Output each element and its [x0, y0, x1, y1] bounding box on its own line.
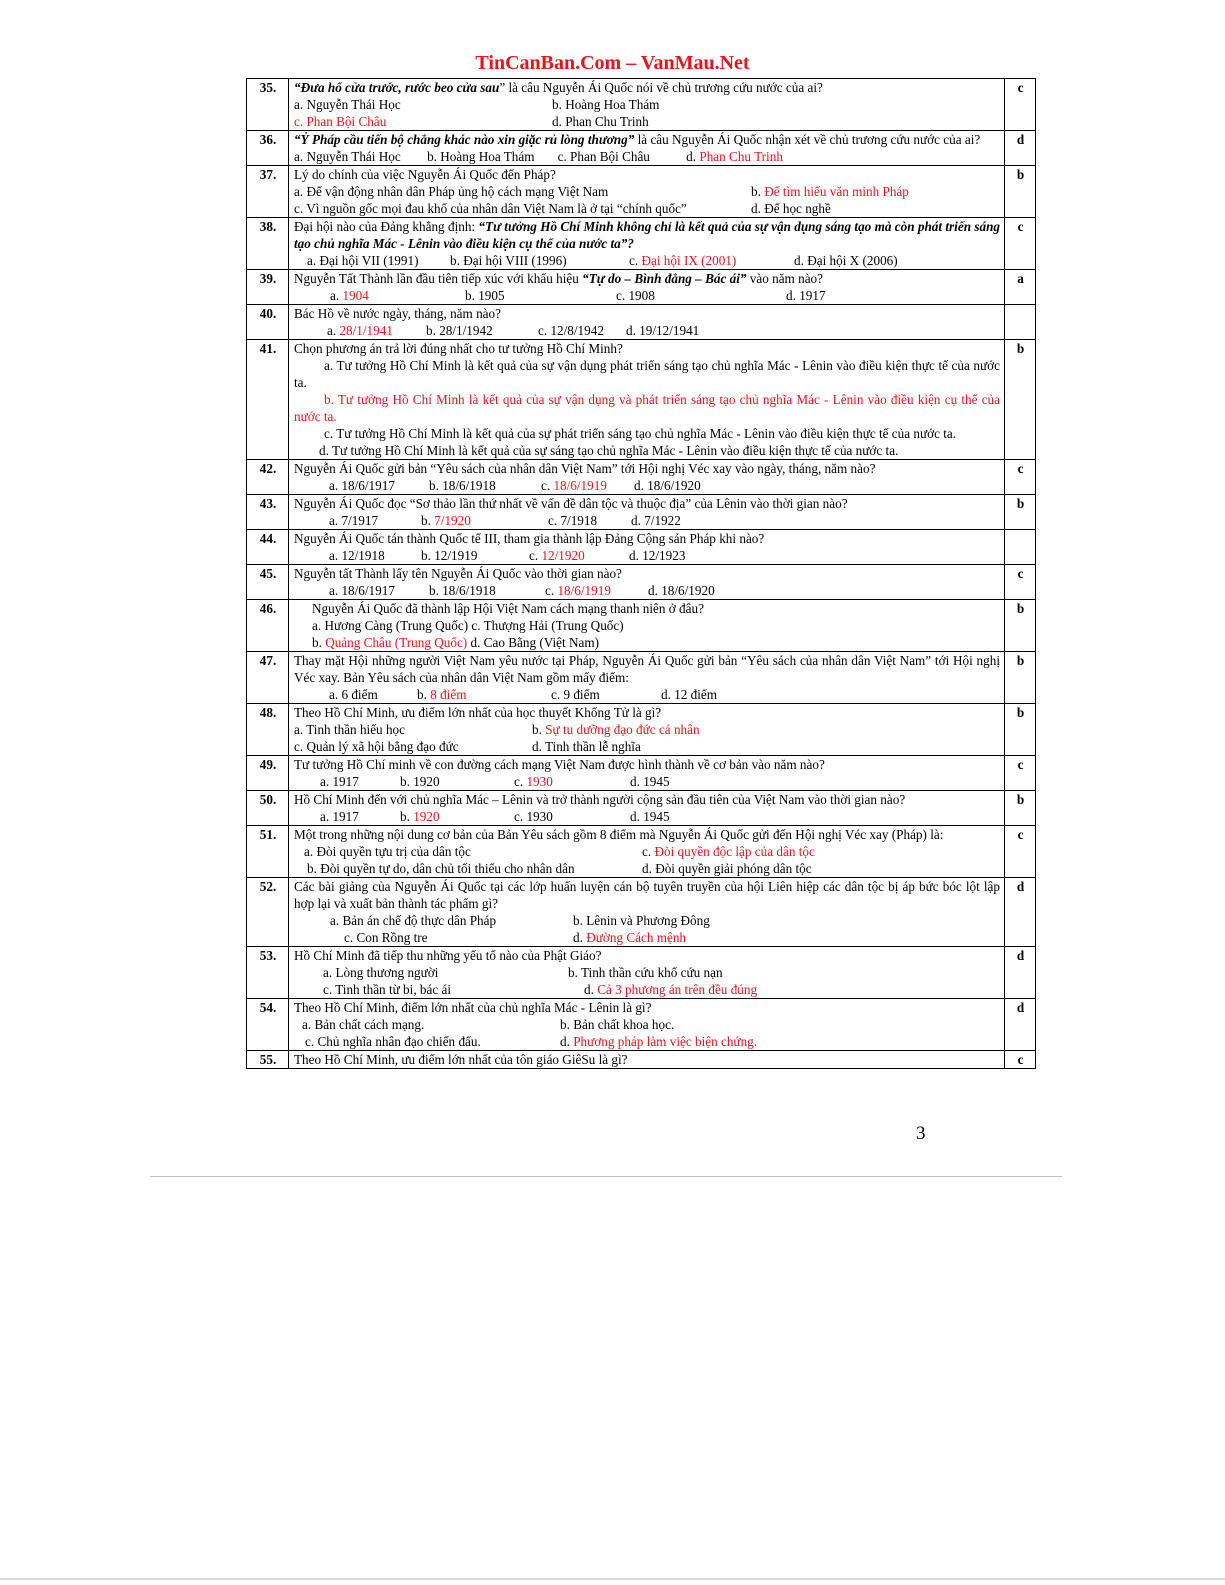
table-row	[247, 652, 1036, 704]
option-a: a. 7/1917	[329, 513, 379, 528]
option-a: 28/1/1941	[339, 323, 393, 338]
option-c: 18/6/1919	[557, 583, 611, 598]
option-a: a. Hương Càng (Trung Quốc)	[312, 618, 469, 633]
question-text: Nguyễn Ái Quốc đọc “Sơ thảo lần thứ nhất về vấn đề dân tộc và thuộc địa” của Lênin vào thời gian nào?	[294, 496, 848, 511]
option-a: a. Nguyễn Thái Học	[294, 149, 401, 164]
table-row	[247, 305, 1036, 340]
bottom-divider	[0, 1578, 1225, 1580]
option-b: b. 18/6/1918	[429, 478, 496, 493]
option-a: a. 1917	[320, 809, 359, 824]
question-text: “Ỷ Pháp cầu tiến bộ chẳng khác nào xin giặc rủ lòng thương” là câu Nguyễn Ái Quốc nhận xét về chủ trương cứu nước của ai?	[294, 132, 981, 147]
options: a. 1917 b. 1920 c. 1930 d. 1945	[294, 773, 1000, 790]
question-text: Các bài giảng của Nguyễn Ái Quốc tại các lớp huấn luyện cán bộ tuyên truyền của hội Liên hiệp các dân tộc bị áp bức bóc lột lập hợp lại và xuất bản thành tác phẩm gì?	[294, 879, 1000, 911]
option-b: b. 28/1/1942	[426, 323, 493, 338]
question-text: Đại hội nào của Đảng khẳng định: “Tư tưởng Hồ Chí Minh không chỉ là kết quả của sự vận dụng sáng tạo mà còn phát triển sáng tạo chủ nghĩa Mác - Lênin vào điều kiện cụ thể của nước ta”?	[294, 219, 1001, 251]
question-number: 51.	[247, 826, 289, 878]
answer-key	[1005, 305, 1036, 340]
table-row	[247, 878, 1036, 947]
option-d: d. 1945	[630, 809, 670, 824]
question-number: 42.	[247, 460, 289, 495]
question-text: Nguyễn Tất Thành lần đầu tiên tiếp xúc với khẩu hiệu “Tự do – Bình đẳng – Bác ái” vào năm nào?	[294, 271, 823, 286]
question-number: 46.	[247, 600, 289, 652]
option-c: c. 1930	[514, 809, 553, 824]
question-number: 47.	[247, 652, 289, 704]
option-d: d. Để học nghề	[751, 201, 831, 216]
question-text: Theo Hồ Chí Minh, ưu điểm lớn nhất của học thuyết Khổng Tử là gì?	[294, 705, 662, 720]
option-c: c. Phan Bội Châu	[557, 149, 650, 164]
options: a. 18/6/1917 b. 18/6/1918 c. 18/6/1919 d. 18/6/1920	[294, 582, 1000, 599]
question-text: Theo Hồ Chí Minh, điểm lớn nhất của chủ nghĩa Mác - Lênin là gì?	[294, 1000, 652, 1015]
option-c: c. 9 điểm	[551, 687, 600, 702]
option-a: a. Đại hội VII (1991)	[307, 253, 419, 268]
options	[294, 860, 1000, 877]
answer-key: c	[1005, 756, 1036, 791]
answer-key: b	[1005, 791, 1036, 826]
option-d: Phương pháp làm việc biện chứng.	[573, 1034, 758, 1049]
option-d: d. 1917	[786, 288, 826, 303]
table-row	[247, 826, 1036, 878]
option-a: a. Bản án chế độ thực dân Pháp	[330, 913, 497, 928]
question-text: Nguyễn Ái Quốc tán thành Quốc tế III, tham gia thành lập Đảng Cộng sản Pháp khi nào?	[294, 531, 765, 546]
question-text: Một trong những nội dung cơ bản của Bản Yêu sách gồm 8 điểm mà Nguyễn Ái Quốc gửi đến Hội nghị Véc xay (Pháp) là:	[294, 827, 944, 842]
option-d: d. 19/12/1941	[626, 323, 700, 338]
option-a: a. Lòng thương người	[323, 965, 439, 980]
question-number: 54.	[247, 999, 289, 1051]
site-header: TinCanBan.Com – VanMau.Net	[475, 52, 750, 74]
answer-key: d	[1005, 878, 1036, 947]
question-number: 45.	[247, 565, 289, 600]
option-d: d. 7/1922	[631, 513, 681, 528]
options	[294, 1016, 1000, 1033]
option-a: 1904	[342, 288, 369, 303]
question-text: Chọn phương án trả lời đúng nhất cho tư tưởng Hồ Chí Minh?	[294, 341, 623, 356]
table-row	[247, 340, 1036, 460]
question-text: Nguyễn Ái Quốc đã thành lập Hội Việt Nam cách mạng thanh niên ở đâu?	[312, 601, 704, 616]
options: a. Hương Càng (Trung Quốc) c. Thượng Hải (Trung Quốc) b. Quảng Châu (Trung Quốc) d. Cao Bằng (Việt Nam)	[312, 618, 624, 650]
option-a: a. 18/6/1917	[329, 478, 395, 493]
question-number: 43.	[247, 495, 289, 530]
question-text: Thay mặt Hội những người Việt Nam yêu nước tại Pháp, Nguyễn Ái Quốc gửi bản “Yêu sách của nhân dân Việt Nam” tới Hội nghị Véc xay. Bản Yêu sách của nhân dân Việt Nam gồm mấy điểm:	[294, 653, 1000, 685]
answer-key: b	[1005, 704, 1036, 756]
option-c: c. Tư tưởng Hồ Chí Minh là kết quả của sự phát triển sáng tạo chủ nghĩa Mác - Lênin vào điều kiện thực tế của nước ta.	[324, 426, 957, 441]
option-a: a. Bản chất cách mạng.	[302, 1017, 425, 1032]
options: a. 1917 b. 1920 c. 1930 d. 1945	[294, 808, 1000, 825]
question-text: Lý do chính của việc Nguyễn Ái Quốc đến Pháp?	[294, 167, 556, 182]
answer-key: b	[1005, 600, 1036, 652]
option-c: 1930	[526, 774, 553, 789]
question-number: 49.	[247, 756, 289, 791]
page-divider	[150, 1176, 1062, 1177]
option-c: c. 7/1918	[548, 513, 598, 528]
option-c: c. 1908	[616, 288, 655, 303]
table-row	[247, 756, 1036, 791]
option-a: a. 18/6/1917	[329, 583, 395, 598]
option-a: a. Để vận động nhân dân Pháp ủng hộ cách mạng Việt Nam	[294, 184, 609, 199]
option-c: 12/1920	[541, 548, 585, 563]
question-text: Theo Hồ Chí Minh, ưu điểm lớn nhất của tôn giáo GiêSu là gì?	[294, 1052, 628, 1067]
question-number: 55.	[247, 1051, 289, 1069]
question-number: 44.	[247, 530, 289, 565]
options: a. Để vận động nhân dân Pháp ủng hộ cách mạng Việt Nam b. Để tìm hiểu văn minh Pháp c. Vì nguồn gốc mọi đau khổ của nhân dân Việt Nam là ở tại “chính quốc” d. Để học nghề	[294, 183, 1000, 217]
option-b: 8 điểm	[430, 687, 467, 702]
options: a. Đòi quyền tựu trị của dân tộc c. Đòi quyền độc lập của dân tộc	[304, 844, 815, 859]
table-row	[247, 530, 1036, 565]
quiz-table	[246, 78, 1036, 1069]
option-d: d. 18/6/1920	[648, 583, 715, 598]
table-row	[247, 79, 1036, 131]
option-d: d. 18/6/1920	[634, 478, 701, 493]
answer-key: c	[1005, 79, 1036, 131]
option-a: a. 12/1918	[329, 548, 385, 563]
question-text: “Đưa hổ cửa trước, rước beo cửa sau” là câu Nguyễn Ái Quốc nói về chủ trương cứu nước của ai?	[294, 80, 823, 95]
option-d: d. Đại hội X (2006)	[794, 253, 898, 268]
question-number: 40.	[247, 305, 289, 340]
options	[294, 912, 1000, 929]
question-number: 36.	[247, 131, 289, 166]
question-number: 38.	[247, 218, 289, 270]
option-b: b. Đại hội VIII (1996)	[450, 253, 567, 268]
question-number: 39.	[247, 270, 289, 305]
option-c: c. 12/8/1942	[538, 323, 604, 338]
options	[294, 964, 1000, 981]
option-d: Đường Cách mệnh	[586, 930, 687, 945]
option-b: 7/1920	[434, 513, 471, 528]
table-row	[247, 565, 1036, 600]
question-number: 53.	[247, 947, 289, 999]
option-b: b. 1920	[400, 774, 440, 789]
option-b: b. Tinh thần cứu khổ cứu nạn	[568, 965, 723, 980]
options	[294, 96, 1000, 130]
question-text: Hồ Chí Minh đến với chủ nghĩa Mác – Lênin và trở thành người cộng sản đầu tiên của Việt Nam vào thời gian nào?	[294, 792, 906, 807]
answer-key: c	[1005, 460, 1036, 495]
question-text: Tư tưởng Hồ Chí minh về con đường cách mạng Việt Nam được hình thành về cơ bản vào năm nào?	[294, 757, 825, 772]
option-b: Để tìm hiểu văn minh Pháp	[764, 184, 909, 199]
option-b: 1920	[413, 809, 440, 824]
question-number: 48.	[247, 704, 289, 756]
options: a. 28/1/1941 b. 28/1/1942 c. 12/8/1942 d. 19/12/1941	[294, 322, 1000, 339]
option-a: a. Nguyễn Thái Học	[294, 97, 401, 112]
question-text: Nguyễn tất Thành lấy tên Nguyễn Ái Quốc vào thời gian nào?	[294, 566, 622, 581]
option-a: a. 1917	[320, 774, 359, 789]
option-a: a. 6 điểm	[329, 687, 378, 702]
option-b: Sự tu dưỡng đạo đức cá nhân	[545, 722, 700, 737]
option-d: d. Tinh thần lễ nghĩa	[532, 739, 641, 754]
question-number: 41.	[247, 340, 289, 460]
table-row	[247, 166, 1036, 218]
option-d: d. Đòi quyền giải phóng dân tộc	[642, 861, 812, 876]
option-b: b. 1905	[465, 288, 505, 303]
option-b: b. Hoàng Hoa Thám	[552, 97, 660, 112]
options: a. Tinh thần hiếu học b. Sự tu dưỡng đạo đức cá nhân c. Quản lý xã hội bằng đạo đức d. Tinh thần lễ nghĩa	[294, 721, 1000, 755]
option-d: Cả 3 phương án trên đều đúng	[597, 982, 758, 997]
option-c: c. Vì nguồn gốc mọi đau khổ của nhân dân Việt Nam là ở tại “chính quốc”	[294, 201, 687, 216]
question-number: 35.	[247, 79, 289, 131]
table-row	[247, 947, 1036, 999]
table-row	[247, 704, 1036, 756]
option-c: Đòi quyền độc lập của dân tộc	[654, 844, 815, 859]
option-a: a. Đòi quyền tựu trị của dân tộc	[304, 844, 471, 859]
option-c: c. Quản lý xã hội bằng đạo đức	[294, 739, 459, 754]
options: a. Đại hội VII (1991) b. Đại hội VIII (1996) c. Đại hội IX (2001) d. Đại hội X (2006)	[294, 252, 1000, 269]
answer-key: b	[1005, 495, 1036, 530]
answer-key: b	[1005, 652, 1036, 704]
page-number: 3	[916, 1123, 926, 1144]
option-b: b. 12/1919	[421, 548, 478, 563]
option-b: b. Lênin và Phương Đông	[573, 913, 710, 928]
answer-key: d	[1005, 999, 1036, 1051]
option-b: b. 18/6/1918	[429, 583, 496, 598]
option-b: b. Tư tưởng Hồ Chí Minh là kết quả của sự vận dụng và phát triển sáng tạo chủ nghĩa Mác - Lênin vào điều kiện cụ thể của nước ta.	[294, 392, 1001, 424]
table-row	[247, 270, 1036, 305]
options: a. 12/1918 b. 12/1919 c. 12/1920 d. 12/1923	[294, 547, 1000, 564]
option-d: d. Phan Chu Trinh	[552, 114, 649, 129]
option-c: Đại hội IX (2001)	[641, 253, 737, 268]
option-d: d. Tư tưởng Hồ Chí Minh là kết quả của sự sáng tạo chủ nghĩa Mác - Lênin vào điều kiện thực tế của nước ta.	[319, 443, 899, 458]
question-number: 37.	[247, 166, 289, 218]
question-text: Hồ Chí Minh đã tiếp thu những yếu tố nào của Phật Giáo?	[294, 948, 602, 963]
option-a: a. Tư tưởng Hồ Chí Minh là kết quả của sự vận dụng phát triển sáng tạo chủ nghĩa Mác - Lênin vào điều kiện thực tế của nước ta.	[294, 358, 1000, 390]
options: a. 7/1917 b. 7/1920 c. 7/1918 d. 7/1922	[294, 512, 1000, 529]
options: c. Con Rồng tre d. Đường Cách mệnh	[344, 930, 687, 945]
table-row	[247, 495, 1036, 530]
table-row	[247, 460, 1036, 495]
options: c. Chủ nghĩa nhân đạo chiến đấu. d. Phương pháp làm việc biện chứng.	[305, 1034, 758, 1049]
option-d: d. 12 điểm	[661, 687, 718, 702]
option-c: c. Con Rồng tre	[344, 930, 428, 945]
option-d: d. Cao Bằng (Việt Nam)	[470, 635, 599, 650]
table-row	[247, 218, 1036, 270]
question-text: Nguyễn Ái Quốc gửi bản “Yêu sách của nhân dân Việt Nam” tới Hội nghị Véc xay vào ngày, tháng, năm nào?	[294, 461, 876, 476]
options: a. Nguyễn Thái Học b. Hoàng Hoa Thám c. Phan Bội Châu d. Phan Chu Trinh	[294, 149, 783, 164]
option-c: c. Phan Bội Châu	[294, 114, 387, 129]
question-number: 50.	[247, 791, 289, 826]
answer-key: c	[1005, 565, 1036, 600]
option-d: d. 12/1923	[629, 548, 686, 563]
options: a. 6 điểm b. 8 điểm c. 9 điểm d. 12 điểm	[294, 686, 1000, 703]
option-b: b. Đòi quyền tự do, dân chủ tối thiểu cho nhân dân	[307, 861, 575, 876]
answer-key: c	[1005, 1051, 1036, 1069]
option-c: c. Thượng Hải (Trung Quốc)	[471, 618, 624, 633]
options: a. 18/6/1917 b. 18/6/1918 c. 18/6/1919 d. 18/6/1920	[294, 477, 1000, 494]
options: a. 1904 b. 1905 c. 1908 d. 1917	[294, 287, 1000, 304]
option-b: b. Bản chất khoa học.	[560, 1017, 675, 1032]
question-text: Bác Hồ về nước ngày, tháng, năm nào?	[294, 306, 501, 321]
option-a: a. Tinh thần hiếu học	[294, 722, 405, 737]
option-c: c. Tinh thần từ bi, bác ái	[323, 982, 452, 997]
options: c. Tinh thần từ bi, bác ái d. Cả 3 phương án trên đều đúng	[323, 982, 758, 997]
answer-key: d	[1005, 131, 1036, 166]
table-row	[247, 1051, 1036, 1069]
table-row	[247, 999, 1036, 1051]
answer-key	[1005, 530, 1036, 565]
option-b: b. Hoàng Hoa Thám	[427, 149, 535, 164]
answer-key: c	[1005, 218, 1036, 270]
table-row	[247, 791, 1036, 826]
option-d: Phan Chu Trinh	[699, 149, 783, 164]
table-row	[247, 131, 1036, 166]
answer-key: c	[1005, 826, 1036, 878]
table-row	[247, 600, 1036, 652]
answer-key: d	[1005, 947, 1036, 999]
question-number: 52.	[247, 878, 289, 947]
answer-key: b	[1005, 340, 1036, 460]
answer-key: b	[1005, 166, 1036, 218]
answer-key: a	[1005, 270, 1036, 305]
option-c: c. Chủ nghĩa nhân đạo chiến đấu.	[305, 1034, 481, 1049]
option-d: d. 1945	[630, 774, 670, 789]
option-b: Quảng Châu (Trung Quốc)	[325, 635, 468, 650]
option-c: 18/6/1919	[553, 478, 607, 493]
